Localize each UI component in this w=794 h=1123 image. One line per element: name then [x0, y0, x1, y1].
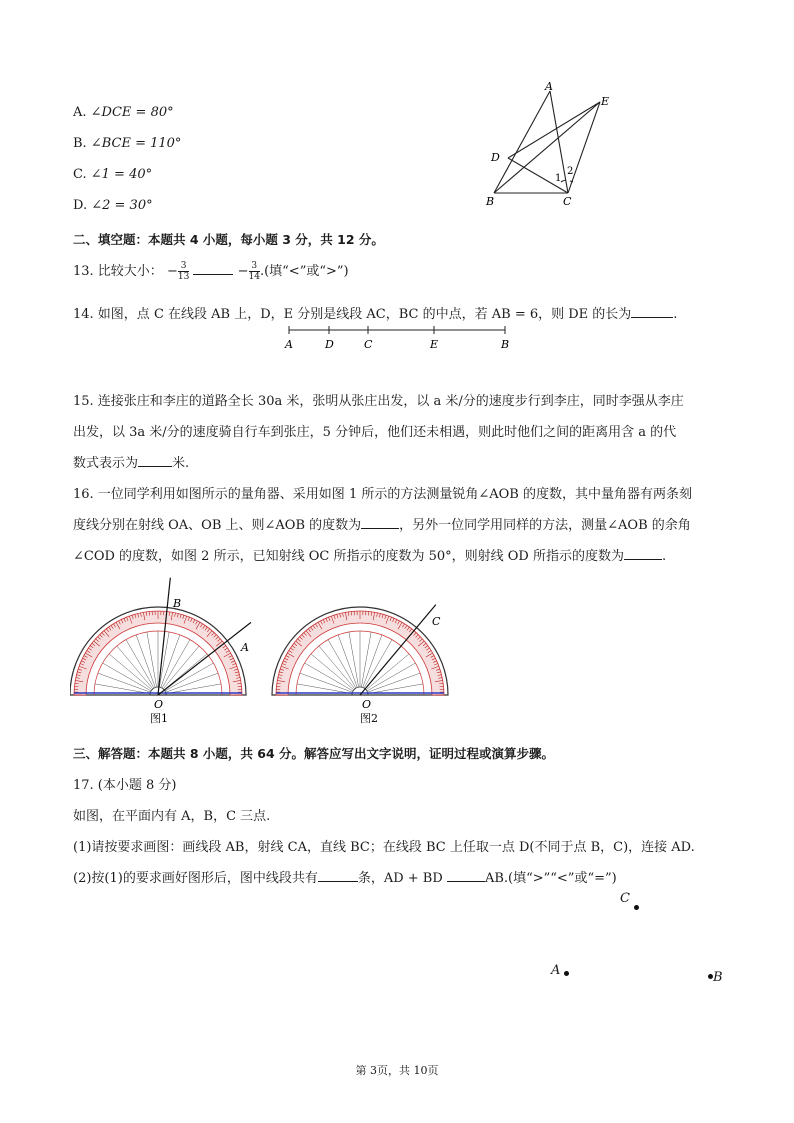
option-c: C. ∠1 = 40°: [73, 167, 153, 182]
segment-de: [508, 102, 600, 158]
q16-line3: ∠COD 的度数，如图 2 所示，已知射线 OC 所指示的度数为 50°，则射线 OD 所指示的度数为 .: [73, 549, 667, 564]
label-d: D: [325, 338, 334, 351]
angle-1-arc: [561, 180, 566, 182]
q14: 14. 如图，点 C 在线段 AB 上，D，E 分别是线段 AC，BC 的中点，若 AB = 6，则 DE 的长为 .: [73, 307, 678, 322]
q17-title: 17. (本小题 8 分): [73, 778, 177, 793]
fig2-label-c: C: [432, 615, 441, 628]
fig2-caption: 图2: [360, 712, 378, 725]
fraction-3-13: $\frac{3}{13}$: [177, 261, 190, 282]
answer-blank: [193, 262, 233, 275]
label-d: D: [491, 151, 500, 164]
label-b: B: [501, 338, 510, 351]
q16-line2: 度线分别在射线 OA、OB 上、则∠AOB 的度数为 ，另外一位同学用同样的方法，测量∠AOB 的余角: [73, 518, 691, 533]
fig1-label-b: B: [173, 597, 182, 610]
q17-part1: (1)请按要求画图：画线段 AB，射线 CA，直线 BC；在线段 BC 上任取一点 D(不同于点 B，C)，连接 AD.: [73, 840, 695, 855]
q13: 13. 比较大小： − $\frac{3}{13}$ − $\frac{3}{14}$ .(填“<”或“>”): [73, 261, 349, 282]
q15-line3: 数式表示为 米.: [73, 456, 190, 471]
section3-heading: 三、解答题：本题共 8 小题，共 64 分。解答应写出文字说明，证明过程或演算步骤。: [73, 746, 555, 761]
q16-line1: 16. 一位同学利用如图所示的量角器、采用如图 1 所示的方法测量锐角∠AOB 的度数，其中量角器有两条刻: [73, 487, 692, 502]
fig1-caption: 图1: [150, 712, 168, 725]
q17-part2: (2)按(1)的要求画好图形后，图中线段共有 条，AD + BD AB.(填“>”“<”或“=”): [73, 871, 617, 886]
answer-blank: [631, 305, 673, 318]
q15-line2: 出发，以 3a 米/分的速度骑自行车到张庄，5 分钟后，他们还未相遇，则此时他们之间的距离用含 a 的代: [73, 425, 677, 440]
point-c-label: C: [620, 891, 630, 906]
fig1-label-o: O: [154, 698, 164, 711]
option-a: A. ∠DCE = 80°: [73, 105, 174, 120]
label-e: E: [430, 338, 439, 351]
option-d: D. ∠2 = 30°: [73, 198, 153, 213]
point-a-label: A: [551, 963, 561, 978]
page-footer: 第 3页，共 10页: [355, 1064, 439, 1077]
fraction-3-14: $\frac{3}{14}$: [248, 261, 260, 282]
label-e: E: [601, 95, 610, 108]
label-angle-2: 2: [567, 166, 574, 177]
fig1-label-a: A: [241, 641, 249, 654]
point-c: [634, 905, 639, 910]
answer-blank: [138, 454, 172, 467]
q14-segment-figure: [280, 322, 520, 352]
q12-triangle-figure: [480, 78, 620, 210]
protractor-figures: [70, 575, 470, 730]
answer-blank: [361, 516, 399, 529]
q17-intro: 如图，在平面内有 A，B，C 三点.: [73, 809, 271, 824]
protractor-figure-2: [272, 605, 448, 695]
label-a: A: [285, 338, 293, 351]
label-b: B: [486, 195, 495, 208]
answer-blank: [447, 869, 485, 882]
label-angle-1: 1: [555, 173, 562, 184]
answer-blank: [318, 869, 358, 882]
point-b-label: B: [713, 970, 723, 985]
label-c: C: [364, 338, 373, 351]
point-a: [564, 971, 569, 976]
option-b: B. ∠BCE = 110°: [73, 136, 182, 151]
q15-line1: 15. 连接张庄和李庄的道路全长 30a 米，张明从张庄出发，以 a 米/分的速度步行到李庄，同时李强从李庄: [73, 394, 684, 409]
label-c: C: [563, 195, 572, 208]
label-a: A: [545, 80, 553, 93]
fig2-label-o: O: [362, 698, 372, 711]
answer-blank: [624, 547, 662, 560]
section2-heading: 二、填空题：本题共 4 小题，每小题 3 分，共 12 分。: [73, 232, 384, 247]
protractor-figure-1: [70, 578, 251, 695]
